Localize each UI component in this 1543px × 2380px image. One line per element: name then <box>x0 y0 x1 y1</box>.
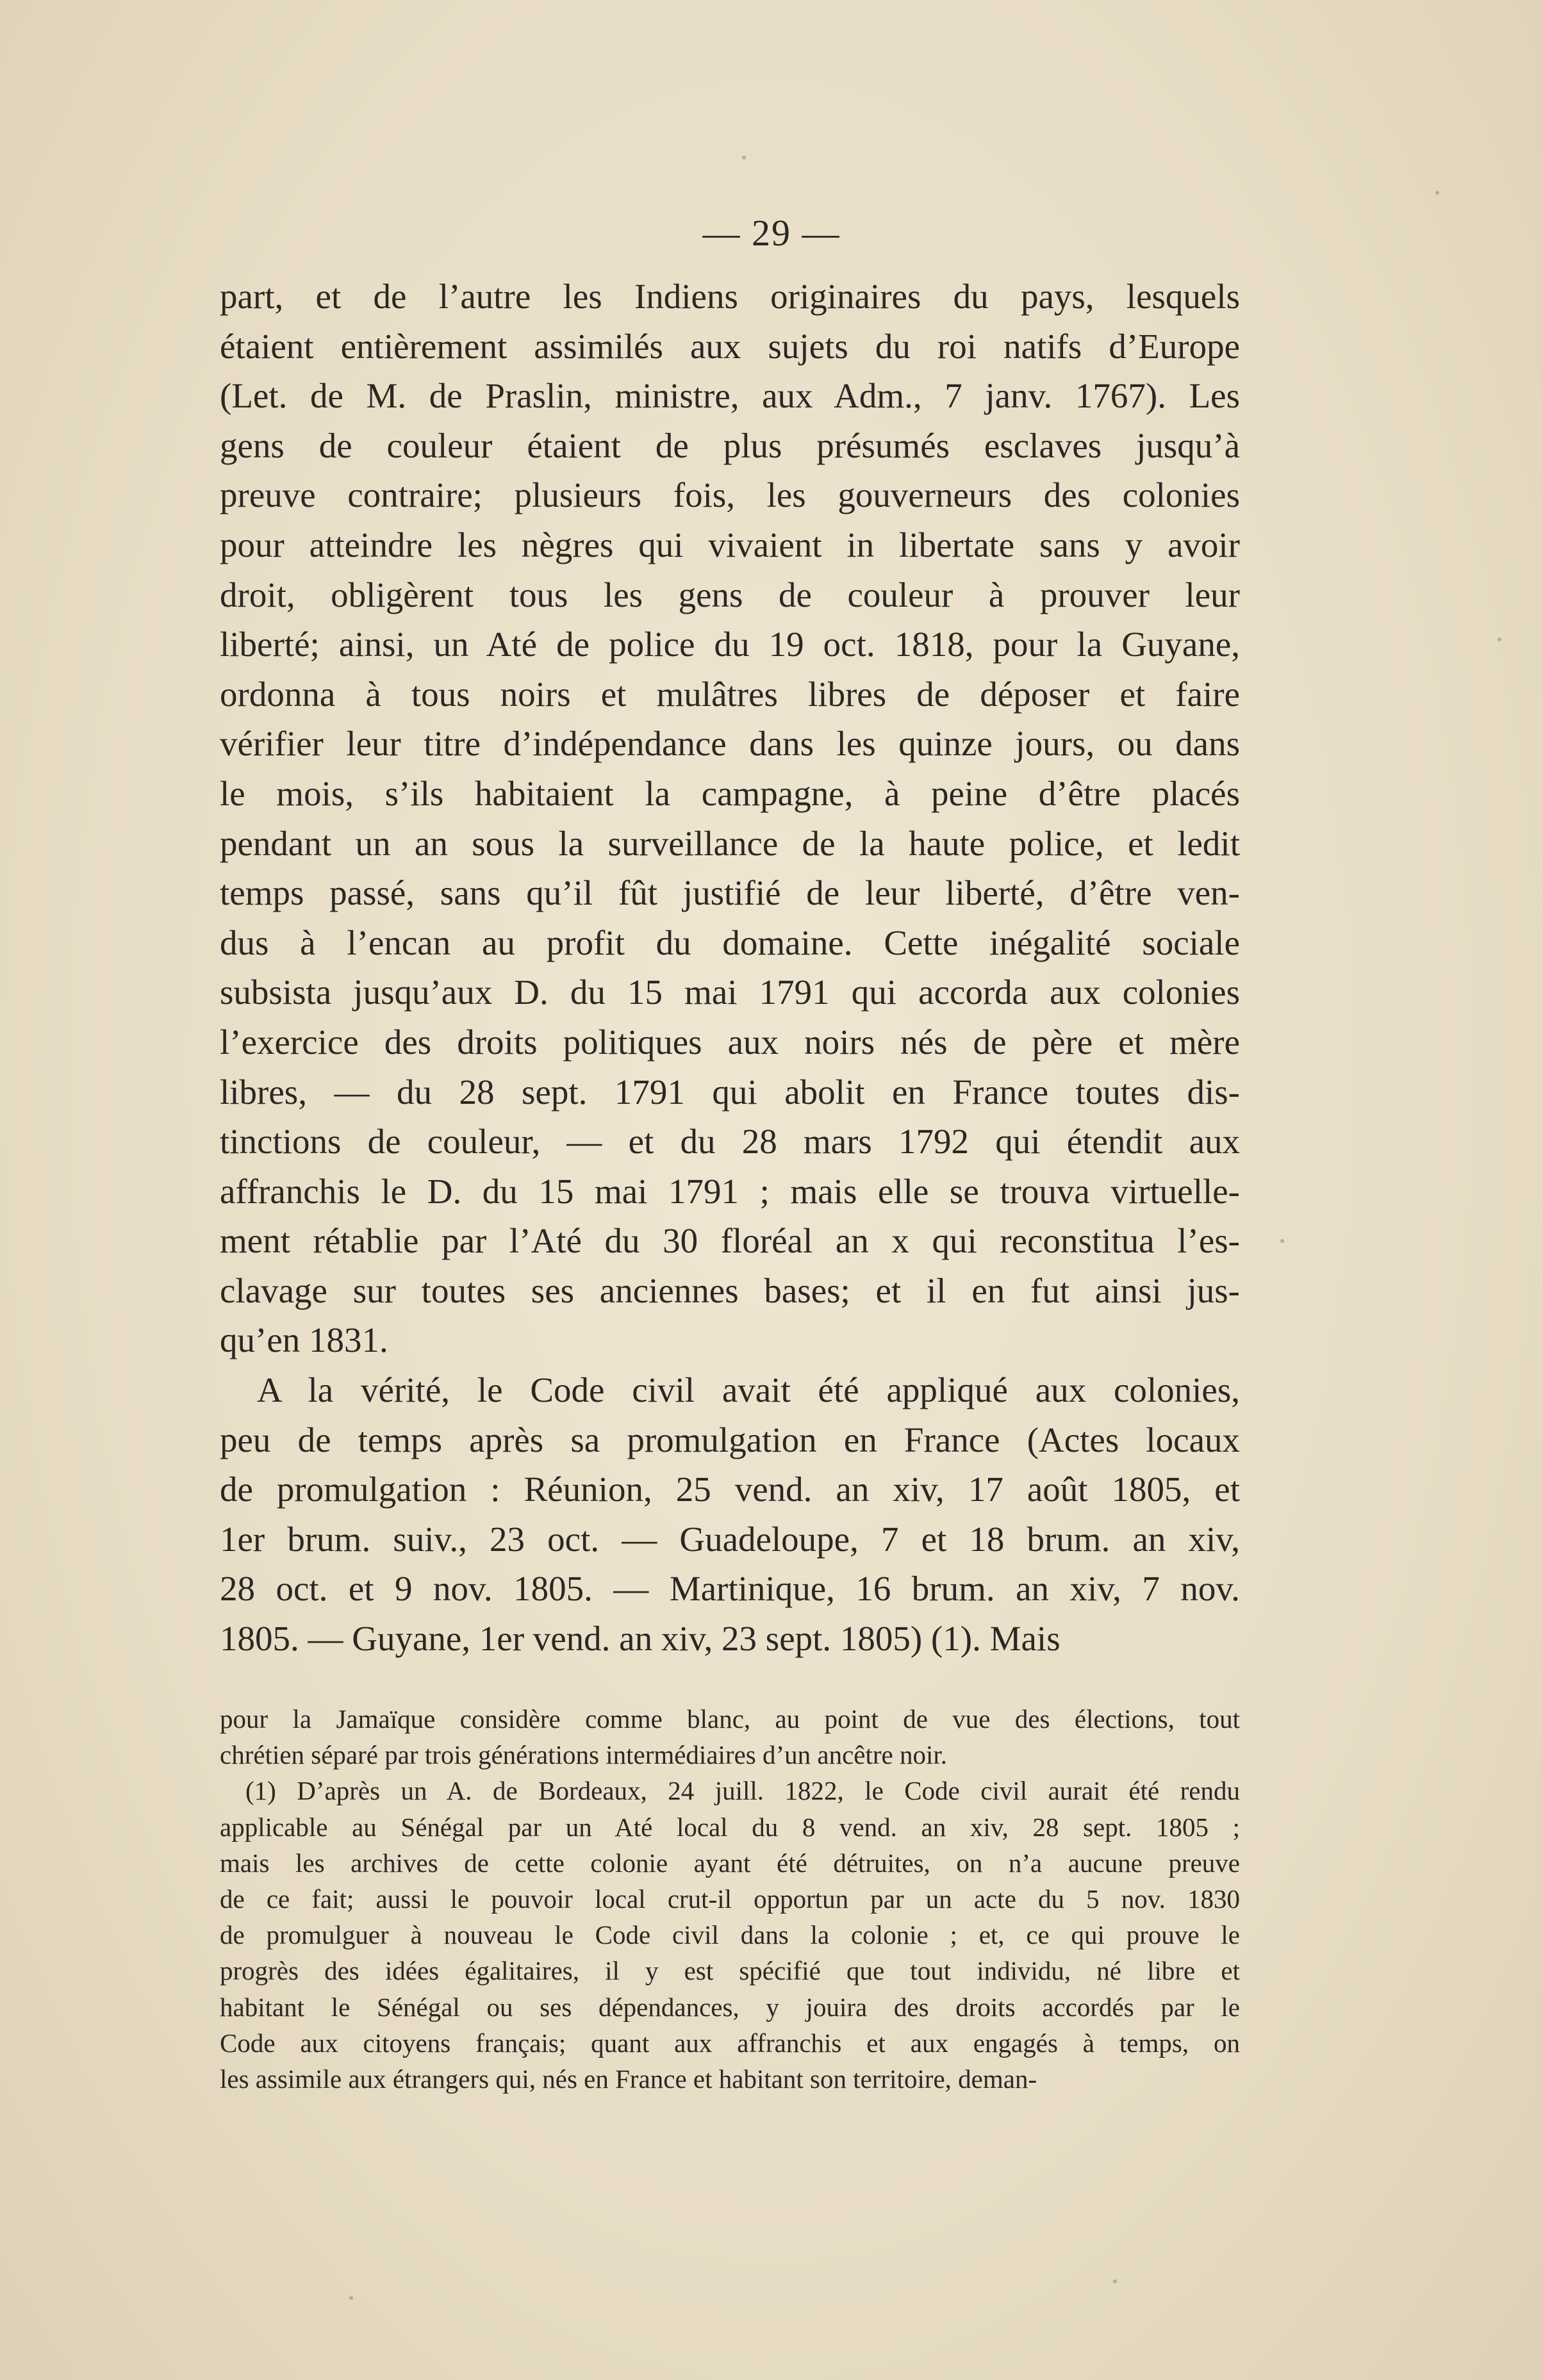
body-text-line: clavage sur toutes ses anciennes bases; et il en fut ainsi jus- <box>220 1270 1240 1310</box>
body-text-line: ordonna à tous noirs et mulâtres libres de déposer et faire <box>220 674 1240 714</box>
paper-speck <box>1113 2279 1117 2283</box>
body-text-line: libres, — du 28 sept. 1791 qui abolit en France toutes dis- <box>220 1072 1240 1112</box>
paper-speck <box>742 156 746 160</box>
body-text-line: qu’en 1831. <box>220 1320 388 1360</box>
body-text-line: liberté; ainsi, un Até de police du 19 oct. 1818, pour la Guyane, <box>220 625 1240 664</box>
body-text-line: A la vérité, le Code civil avait été appliqué aux colonies, <box>257 1370 1240 1410</box>
paper-speck <box>1280 1239 1284 1243</box>
paper-speck <box>1435 191 1439 195</box>
body-text-line: dus à l’encan au profit du domaine. Cette inégalité sociale <box>220 923 1240 962</box>
footnote-line: de ce fait; aussi le pouvoir local crut-il opportun par un acte du 5 nov. 1830 <box>220 1884 1240 1914</box>
footnotes <box>220 1701 1240 2097</box>
body-text-line: preuve contraire; plusieurs fois, les gouverneurs des colonies <box>220 475 1240 515</box>
body-text-line: part, et de l’autre les Indiens originaires du pays, lesquels <box>220 277 1240 316</box>
body-text-line: gens de couleur étaient de plus présumés esclaves jusqu’à <box>220 425 1240 465</box>
footnote-line: les assimile aux étrangers qui, nés en France et habitant son territoire, deman- <box>220 2064 1037 2094</box>
body-text-line: temps passé, sans qu’il fût justifié de leur liberté, d’être ven- <box>220 873 1240 913</box>
body-text-line: étaient entièrement assimilés aux sujets du roi natifs d’Europe <box>220 326 1240 366</box>
footnote-line: (1) D’après un A. de Bordeaux, 24 juill. 1822, le Code civil aurait été rendu <box>245 1776 1240 1806</box>
body-text-line: (Let. de M. de Praslin, ministre, aux Adm., 7 janv. 1767). Les <box>220 376 1240 416</box>
body-text-line: le mois, s’ils habitaient la campagne, à peine d’être placés <box>220 773 1240 813</box>
footnote-line: habitant le Sénégal ou ses dépendances, y jouira des droits accordés par le <box>220 1992 1240 2022</box>
body-text-line: de promulgation : Réunion, 25 vend. an xiv, 17 août 1805, et <box>220 1470 1240 1509</box>
body-text-line: 1805. — Guyane, 1er vend. an xiv, 23 sept. 1805) (1). Mais <box>220 1619 1060 1659</box>
footnote-line: pour la Jamaïque considère comme blanc, au point de vue des élections, tout <box>220 1704 1240 1734</box>
body-text-line: peu de temps après sa promulgation en France (Actes locaux <box>220 1420 1240 1459</box>
footnote-line: chrétien séparé par trois générations intermédiaires d’un ancêtre noir. <box>220 1740 947 1770</box>
body-text-line: pendant un an sous la surveillance de la haute police, et ledit <box>220 823 1240 863</box>
body-text-line: 1er brum. suiv., 23 oct. — Guadeloupe, 7 et 18 brum. an xiv, <box>220 1519 1240 1559</box>
body-text-line: ment rétablie par l’Até du 30 floréal an x qui reconstitua l’es- <box>220 1221 1240 1261</box>
footnote-line: mais les archives de cette colonie ayant été détruites, on n’a aucune preuve <box>220 1848 1240 1878</box>
body-text-line: subsista jusqu’aux D. du 15 mai 1791 qui accorda aux colonies <box>220 973 1240 1012</box>
body-text-line: 28 oct. et 9 nov. 1805. — Martinique, 16 brum. an xiv, 7 nov. <box>220 1569 1240 1609</box>
body-text-line: vérifier leur titre d’indépendance dans les quinze jours, ou dans <box>220 724 1240 764</box>
body-text-line: pour atteindre les nègres qui vivaient in libertate sans y avoir <box>220 525 1240 564</box>
body-text-line: l’exercice des droits politiques aux noirs nés de père et mère <box>220 1022 1240 1062</box>
footnote-line: Code aux citoyens français; quant aux affranchis et aux engagés à temps, on <box>220 2028 1240 2058</box>
body-text-line: droit, obligèrent tous les gens de couleur à prouver leur <box>220 575 1240 614</box>
body-text <box>220 272 1240 1664</box>
body-text-line: tinctions de couleur, — et du 28 mars 1792 qui étendit aux <box>220 1122 1240 1161</box>
page-number: — 29 — <box>702 212 841 254</box>
body-text-line: affranchis le D. du 15 mai 1791 ; mais elle se trouva virtuelle- <box>220 1171 1240 1211</box>
paper-speck <box>1498 637 1501 641</box>
paper-speck <box>349 2296 353 2300</box>
footnote-line: applicable au Sénégal par un Até local du 8 vend. an xiv, 28 sept. 1805 ; <box>220 1812 1240 1842</box>
footnote-line: de promulguer à nouveau le Code civil dans la colonie ; et, ce qui prouve le <box>220 1920 1240 1950</box>
footnote-line: progrès des idées égalitaires, il y est spécifié que tout individu, né libre et <box>220 1956 1240 1986</box>
